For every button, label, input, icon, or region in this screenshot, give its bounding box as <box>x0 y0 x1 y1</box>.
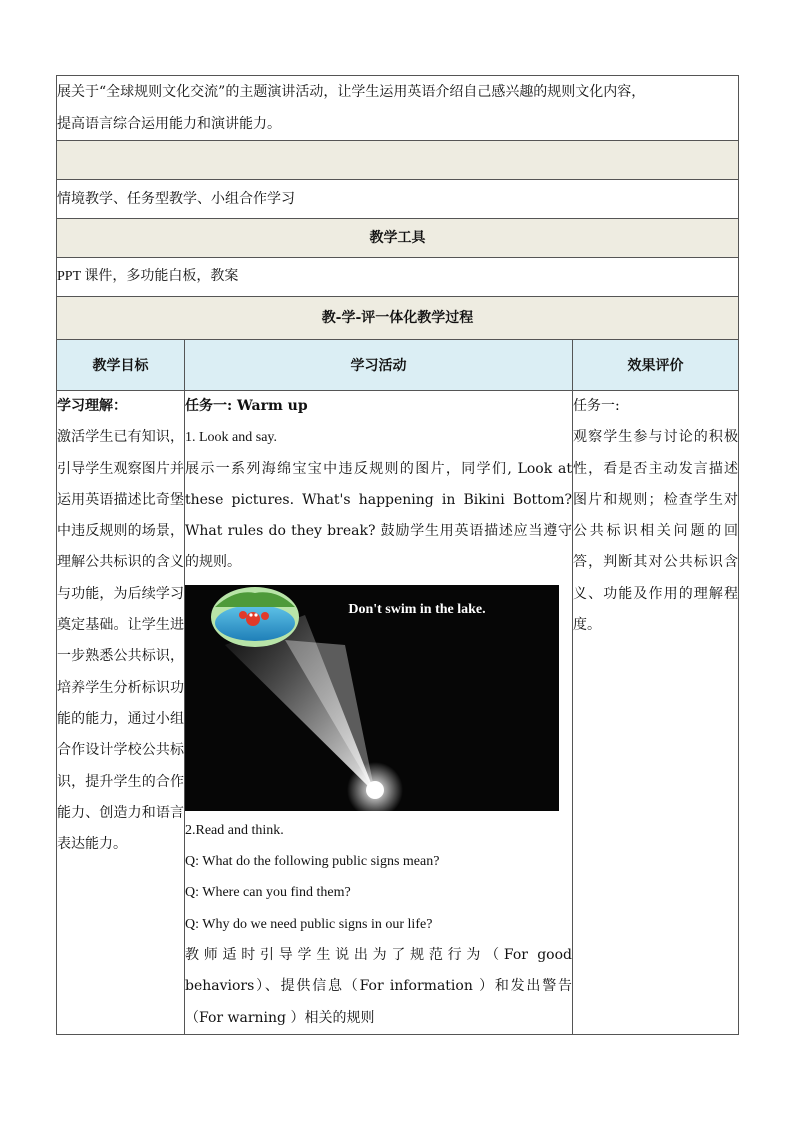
spotlight-illustration <box>185 585 559 811</box>
tools-title: 教学工具 <box>57 219 739 258</box>
intro-line-2: 提高语言综合运用能力和演讲能力。 <box>57 116 281 132</box>
spongebob-rule-picture <box>185 585 559 811</box>
picture-caption: Don't swim in the lake. <box>348 601 486 617</box>
lesson-plan-table <box>56 75 739 1035</box>
header-activity: 学习活动 <box>185 340 573 391</box>
question-1: Q: What do the following public signs mean? <box>185 854 440 870</box>
activity-cell <box>185 391 573 1035</box>
step-2: 2.Read and think. <box>185 822 284 838</box>
header-goal: 教学目标 <box>57 340 185 391</box>
evaluation-title: 任务一: <box>573 398 620 414</box>
evaluation-body: 观察学生参与讨论的积极性，看是否主动发言描述图片和规则；检查学生对公共标识相关问题的回答，判断其对公共标识含义、功能及作用的理解程度。 <box>573 429 738 634</box>
intro-line-1: 展关于“全球规则文化交流”的主题演讲活动，让学生运用英语介绍自己感兴趣的规则文化内容， <box>57 84 646 100</box>
goal-heading: 学习理解： <box>57 398 127 414</box>
task-title: 任务一: Warm up <box>185 398 308 414</box>
evaluation-cell <box>573 391 739 1035</box>
goal-body: 激活学生已有知识，引导学生观察图片并运用英语描述比奇堡中违反规则的场景，理解公共标识的含义与功能，为后续学习奠定基础。让学生进一步熟悉公共标识，培养学生分析标识功能的能力，通过小组合作设计学校公共标识，提升学生的合作能力、创造力和语言表达能力。 <box>57 429 184 853</box>
lake-thumbnail <box>211 587 299 647</box>
blank-shaded-row <box>57 141 739 180</box>
step-1: 1. Look and say. <box>185 430 278 446</box>
teacher-note: 教师适时引导学生说出为了规范行为（For good behaviors）、提供信息（For information ）和发出警告（For warning ）相关的规则 <box>185 946 572 1026</box>
question-2: Q: Where can you find them? <box>185 885 351 901</box>
teaching-methods: 情境教学、任务型教学、小组合作学习 <box>57 180 739 219</box>
intro-cell <box>57 76 739 141</box>
goal-cell <box>57 391 185 1035</box>
question-3: Q: Why do we need public signs in our life? <box>185 916 433 932</box>
teaching-tools: PPT 课件，多功能白板，教案 <box>57 258 739 297</box>
process-title: 教-学-评一体化教学过程 <box>57 297 739 340</box>
step-1-description: 展示一系列海绵宝宝中违反规则的图片，同学们, Look at these pictures. What's happening in Bikini Bottom? What rules do they break? 鼓励学生用英语描述应当遵守的规则。 <box>185 460 572 571</box>
header-evaluation: 效果评价 <box>573 340 739 391</box>
